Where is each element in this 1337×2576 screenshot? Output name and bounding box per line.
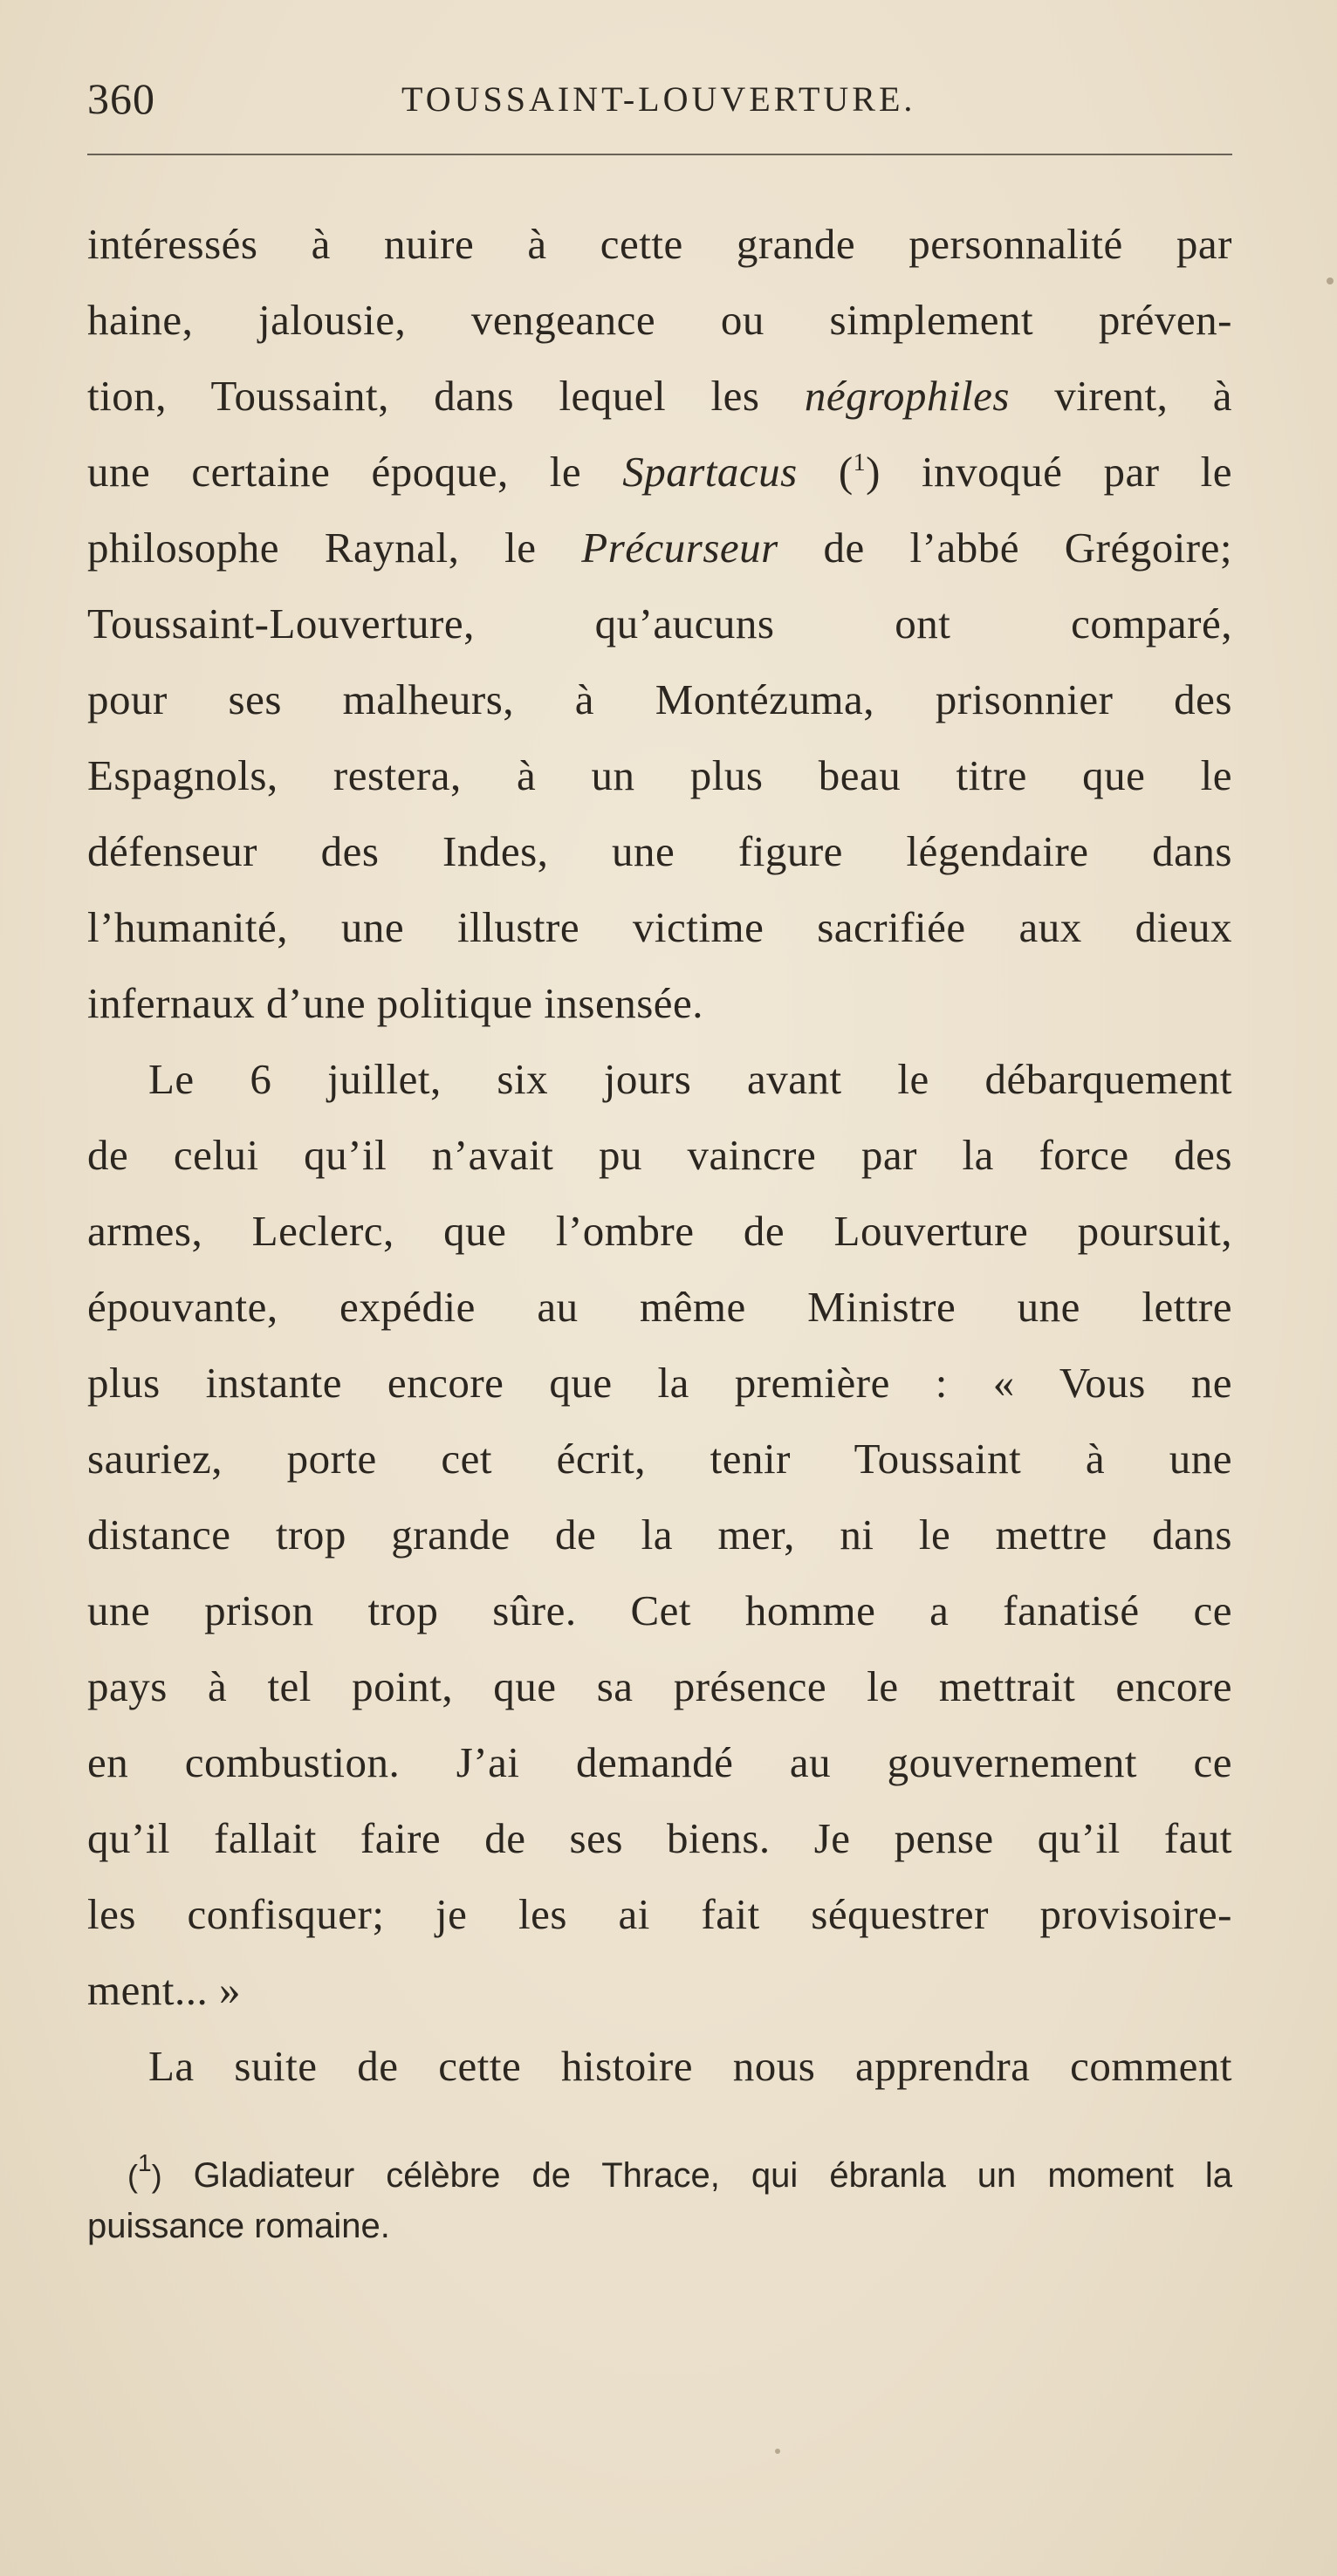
text-line: Espagnols, restera, à un plus beau titre que le (87, 751, 1232, 799)
text-line: en combustion. J’ai demandé au gouvernement ce (87, 1738, 1232, 1786)
footnote-line: ($^1$) Gladiateur célèbre de Thrace, qui ébranla un moment la (127, 2149, 1232, 2195)
header-rule (87, 154, 1232, 155)
text-line: les confisquer; je les ai fait séquestrer provisoire- (87, 1890, 1232, 1938)
page-number: 360 (87, 74, 155, 123)
text-line: distance trop grande de la mer, ni le mettre dans (87, 1511, 1232, 1559)
footnote-line: puissance romaine. (87, 2207, 390, 2245)
text-line: armes, Leclerc, que l’ombre de Louverture poursuit, (87, 1207, 1232, 1255)
text-line: philosophe Raynal, le Précurseur de l’abbé Grégoire; (87, 524, 1232, 572)
body-text (87, 206, 1232, 2104)
footnote-marker: 1 (138, 2149, 152, 2176)
paper-speck (775, 2449, 780, 2454)
text-line: sauriez, porte cet écrit, tenir Toussaint à une (87, 1435, 1232, 1483)
text-line: Toussaint-Louverture, qu’aucuns ont comparé, (87, 599, 1232, 647)
footnote (87, 2150, 1232, 2251)
text-line: pour ses malheurs, à Montézuma, prisonnier des (87, 675, 1232, 723)
text-line: plus instante encore que la première : « Vous ne (87, 1359, 1232, 1407)
text-line: défenseur des Indes, une figure légendaire dans (87, 827, 1232, 875)
text-line: pays à tel point, que sa présence le mettrait encore (87, 1662, 1232, 1710)
text-line: ment... » (87, 1966, 241, 2014)
footnote-reference: 1 (853, 449, 867, 476)
text-line: l’humanité, une illustre victime sacrifiée aux dieux (87, 903, 1232, 951)
text-line: épouvante, expédie au même Ministre une lettre (87, 1283, 1232, 1331)
text-line: qu’il fallait faire de ses biens. Je pense qu’il faut (87, 1814, 1232, 1862)
text-line: infernaux d’une politique insensée. (87, 979, 704, 1027)
paper-speck (1327, 277, 1334, 284)
text-line: Le 6 juillet, six jours avant le débarquement (148, 1055, 1232, 1103)
italic-term: Spartacus (622, 448, 798, 496)
text-line: une certaine époque, le Spartacus ($^1$) invoqué par le (87, 448, 1232, 496)
text-line: de celui qu’il n’avait pu vaincre par la force des (87, 1131, 1232, 1179)
text-line: tion, Toussaint, dans lequel les négrophiles virent, à (87, 372, 1232, 420)
text-line: haine, jalousie, vengeance ou simplement préven- (87, 296, 1232, 344)
italic-term: Précurseur (581, 524, 778, 572)
italic-term: négrophiles (804, 372, 1010, 420)
running-title: TOUSSAINT-LOUVERTURE. (401, 79, 916, 119)
text-line: une prison trop sûre. Cet homme a fanatisé ce (87, 1586, 1232, 1634)
text-line: La suite de cette histoire nous apprendra comment (148, 2042, 1232, 2090)
text-line: intéressés à nuire à cette grande personnalité par (87, 220, 1232, 268)
running-head (87, 68, 1232, 129)
